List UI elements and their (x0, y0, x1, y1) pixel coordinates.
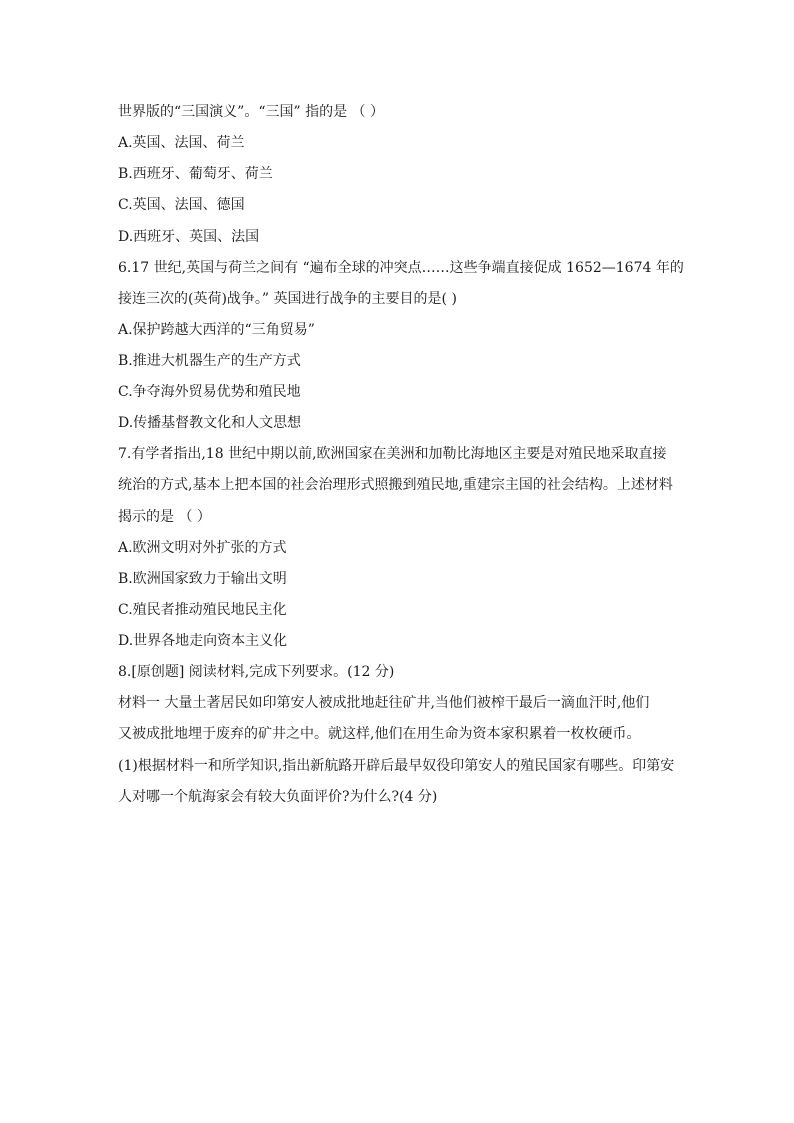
question-6-stem-line-2: 接连三次的(英荷)战争。” 英国进行战争的主要目的是( ) (118, 291, 457, 307)
material-1-line-1: 材料一 大量土著居民如印第安人被成批地赶往矿井,当他们被榨干最后一滴血汗时,他们 (118, 695, 650, 711)
question-5-option-d: D.西班牙、英国、法国 (118, 229, 260, 245)
question-7-option-d: D.世界各地走向资本主义化 (118, 633, 288, 649)
question-7-option-a: A.欧洲文明对外扩张的方式 (118, 540, 287, 556)
question-7-stem-line-3: 揭示的是 （ ） (118, 509, 211, 525)
sub-question-1-line-1: (1)根据材料一和所学知识,指出新航路开辟后最早奴役印第安人的殖民国家有哪些。印第安 (118, 758, 675, 774)
question-6-option-b: B.推进大机器生产的生产方式 (118, 353, 301, 369)
question-7-stem-line-2: 统治的方式,基本上把本国的社会治理形式照搬到殖民地,重建宗主国的社会结构。上述材料 (118, 477, 673, 493)
question-7-stem-line-1: 7.有学者指出,18 世纪中期以前,欧洲国家在美洲和加勒比海地区主要是对殖民地采取直接 (118, 446, 667, 462)
question-5-stem-end: 世界版的“三国演义”。“三国” 指的是 （ ） (118, 104, 384, 120)
sub-question-1-line-2: 人对哪一个航海家会有较大负面评价?为什么?(4 分) (118, 789, 438, 805)
question-8-heading: 8.[原创题] 阅读材料,完成下列要求。(12 分) (118, 664, 395, 680)
question-5-option-a: A.英国、法国、荷兰 (118, 135, 245, 151)
question-6-stem-line-1: 6.17 世纪,英国与荷兰之间有 “遍布全球的冲突点……这些争端直接促成 1652—1674 年的 (118, 260, 684, 276)
question-5-option-b: B.西班牙、葡萄牙、荷兰 (118, 166, 273, 182)
question-6-option-d: D.传播基督教文化和人文思想 (118, 415, 302, 431)
question-7-option-c: C.殖民者推动殖民地民主化 (118, 602, 287, 618)
question-7-option-b: B.欧洲国家致力于输出文明 (118, 571, 287, 587)
question-5-option-c: C.英国、法国、德国 (118, 197, 245, 213)
question-6-option-a: A.保护跨越大西洋的“三角贸易” (118, 322, 315, 338)
material-1-line-2: 又被成批地埋于废弃的矿井之中。就这样,他们在用生命为资本家积累着一枚枚硬币。 (118, 726, 641, 742)
question-6-option-c: C.争夺海外贸易优势和殖民地 (118, 384, 301, 400)
